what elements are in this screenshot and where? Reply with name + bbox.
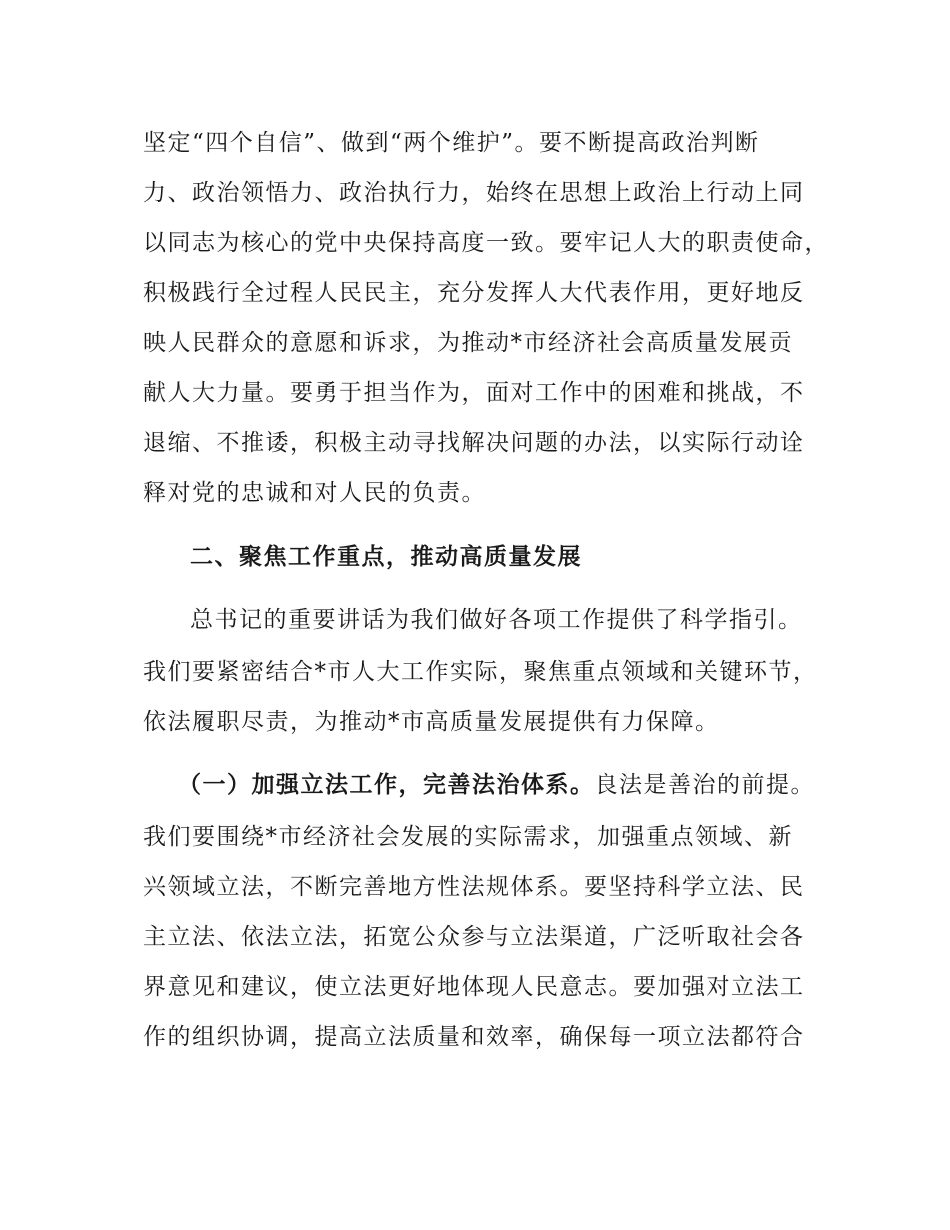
body-text-line: 我们要紧密结合*市人大工作实际，聚焦重点领域和关键环节， xyxy=(143,659,818,685)
subsection-heading-line xyxy=(178,770,815,800)
subsection-lead-text: 良法是善治的前提。 xyxy=(594,772,815,798)
body-text-line: 坚定“四个自信”、做到“两个维护”。要不断提高政治判断 xyxy=(143,130,760,156)
body-text-line: 映人民群众的意愿和诉求，为推动*市经济社会高质量发展贡 xyxy=(143,330,793,356)
body-text-line: 作的组织协调，提高立法质量和效率，确保每一项立法都符合 xyxy=(143,1024,805,1050)
body-text-line: 依法履职尽责，为推动*市高质量发展提供有力保障。 xyxy=(143,709,720,735)
body-text-line: 总书记的重要讲话为我们做好各项工作提供了科学指引。 xyxy=(190,607,803,633)
body-text-line: 兴领域立法，不断完善地方性法规体系。要坚持科学立法、民 xyxy=(143,874,805,900)
body-text-line: 我们要围绕*市经济社会发展的实际需求，加强重点领域、新 xyxy=(143,824,793,850)
body-text-line: 释对党的忠诚和对人民的负责。 xyxy=(143,480,486,506)
body-text-line: 献人大力量。要勇于担当作为，面对工作中的困难和挑战，不 xyxy=(143,380,805,406)
subsection-heading: （一）加强立法工作，完善法治体系。 xyxy=(178,771,595,798)
section-heading: 二、聚焦工作重点，推动高质量发展 xyxy=(190,543,582,570)
body-text-line: 以同志为核心的党中央保持高度一致。要牢记人大的职责使命， xyxy=(143,230,829,256)
body-text-line: 界意见和建议，使立法更好地体现人民意志。要加强对立法工 xyxy=(143,974,805,1000)
body-text-line: 力、政治领悟力、政治执行力，始终在思想上政治上行动上同 xyxy=(143,180,805,206)
body-text-line: 主立法、依法立法，拓宽公众参与立法渠道，广泛听取社会各 xyxy=(143,924,805,950)
body-text-line: 积极践行全过程人民民主，充分发挥人大代表作用，更好地反 xyxy=(143,280,805,306)
body-text-line: 退缩、不推诿，积极主动寻找解决问题的办法，以实际行动诠 xyxy=(143,430,805,456)
